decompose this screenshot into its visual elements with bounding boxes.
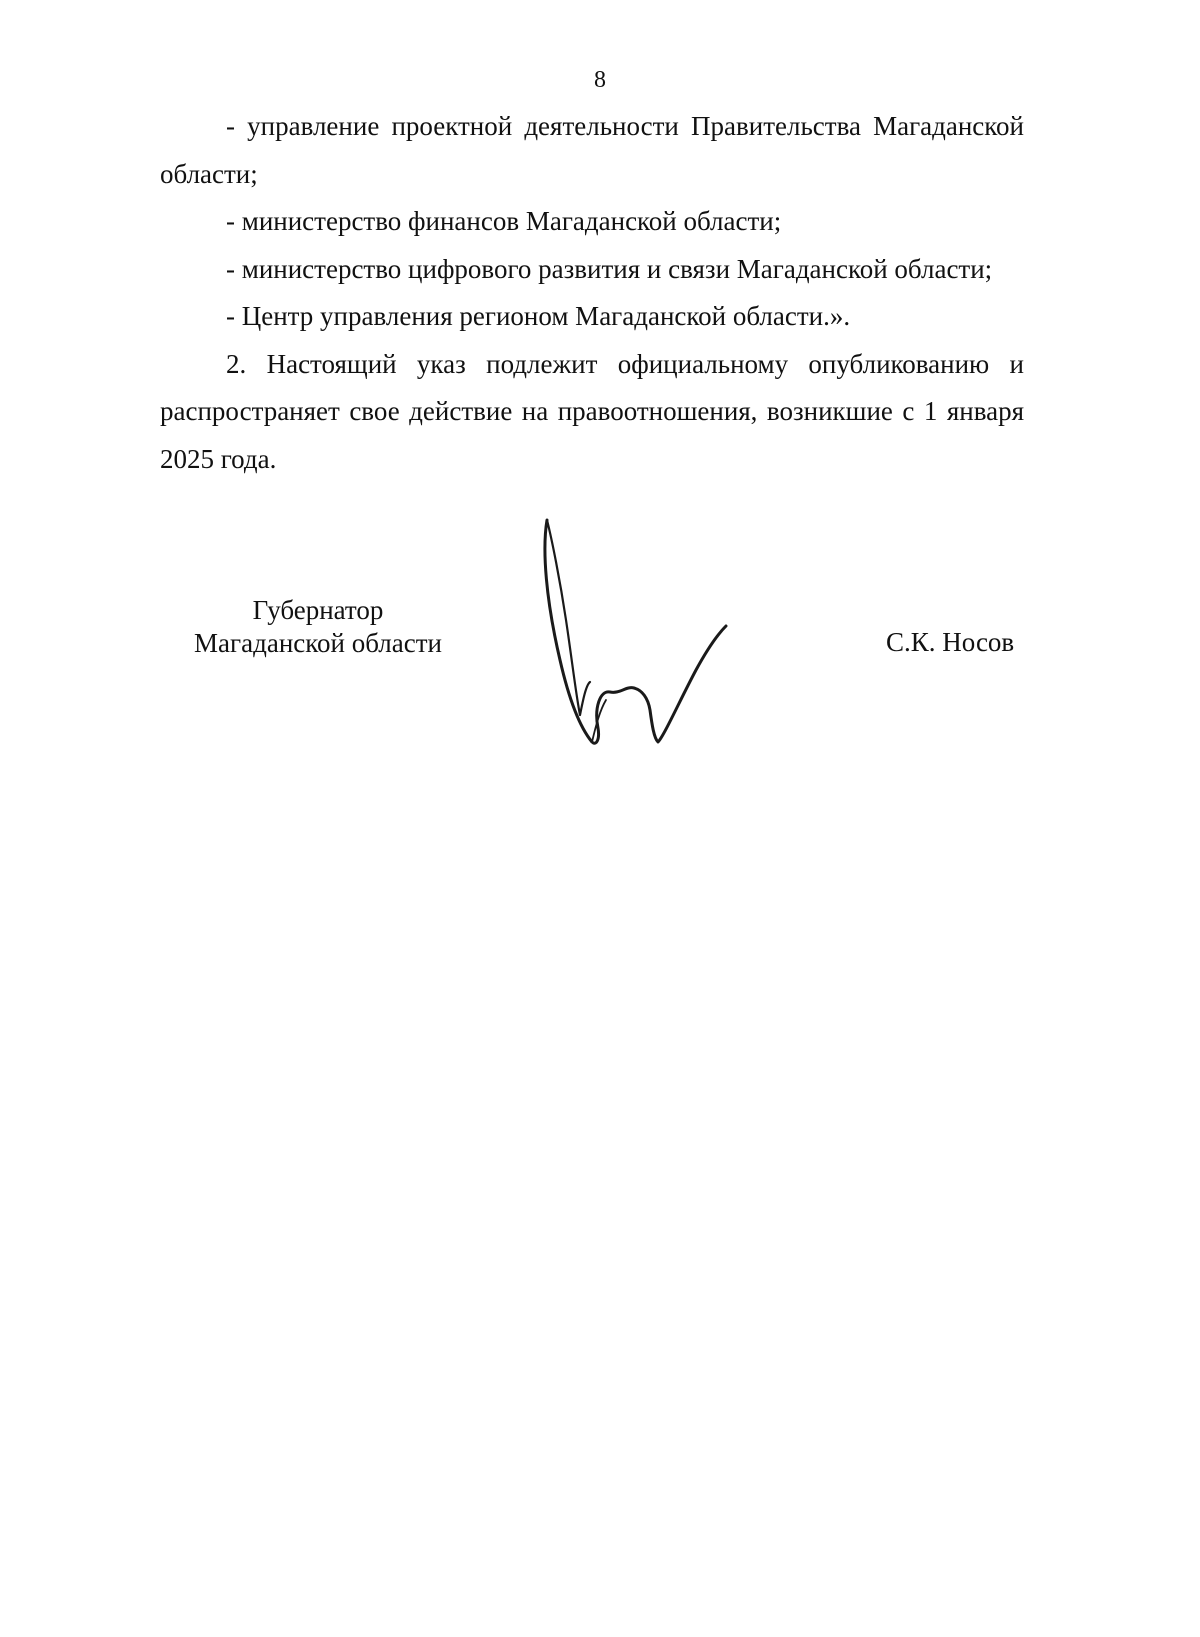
list-item-project-management: - управление проектной деятельности Правительства Магаданской области;: [160, 111, 1024, 189]
signature-block: [0, 0, 1200, 800]
page-number: 8: [594, 67, 606, 93]
list-item-ministry-digital: - министерство цифрового развития и связи Магаданской области;: [226, 253, 993, 284]
governor-name: С.К. Носов: [886, 627, 1015, 657]
governor-title-line1: Губернатор: [252, 595, 384, 625]
list-item-ministry-finance: - министерство финансов Магаданской области;: [226, 206, 782, 236]
governor-title: [158, 594, 478, 660]
list-item-region-center: - Центр управления регионом Магаданской области.».: [226, 301, 851, 331]
handwritten-signature: [530, 510, 750, 760]
decree-clause-2: 2. Настоящий указ подлежит официальному опубликованию и распространяет свое действие на правоотношения, возникшие с 1 января 2025 года.: [160, 348, 1024, 474]
governor-title-line2: Магаданской области: [194, 628, 442, 658]
